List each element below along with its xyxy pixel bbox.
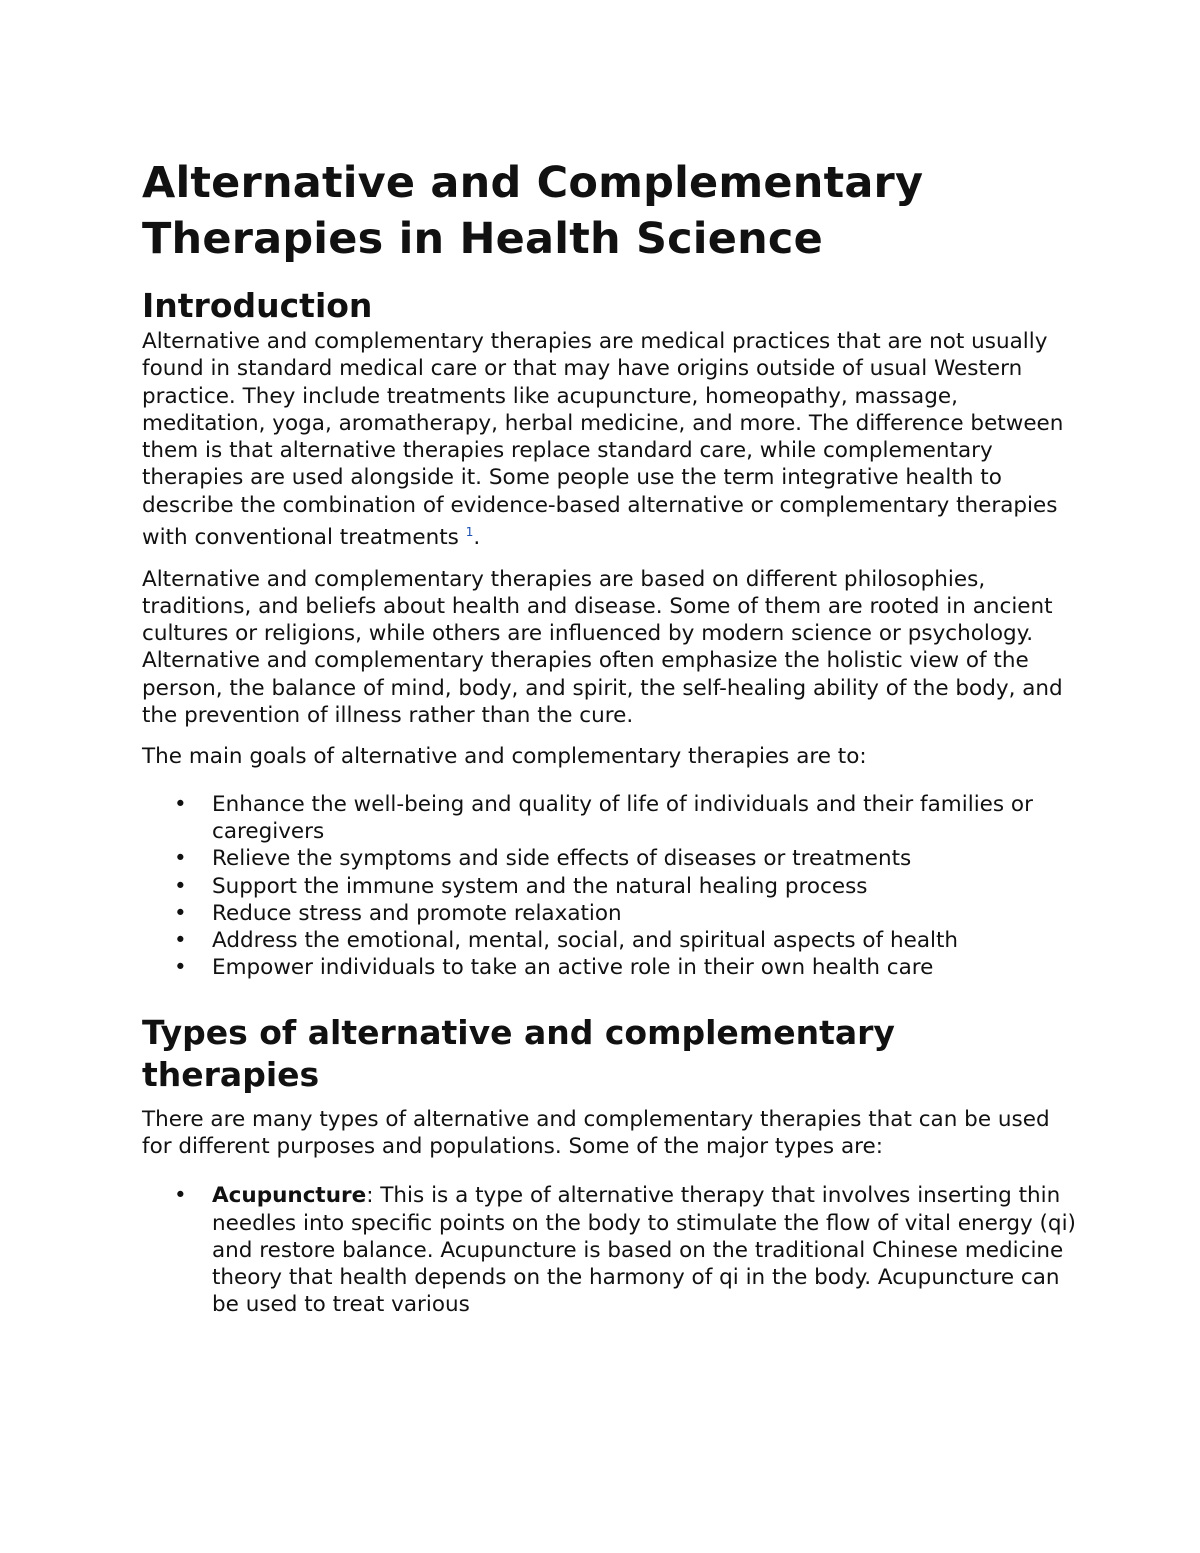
types-heading-line-1: Types of alternative and complementary [142,1012,895,1052]
bullet-icon: • [174,846,187,872]
intro-paragraph-2: Alternative and complementary therapies are based on different philosophies, traditions, and beliefs about health and disease. Some of them are rooted in ancient cultures or religions, while others are influenced by modern science or psychology. Alternative and complementary therapies often emphasize the holistic view of the person, the balance of mind, body, and spirit, the self-healing ability of the body, and the prevention of illness rather than the cure. [142,566,1063,729]
list-item [142,845,1077,872]
list-item [142,900,1077,927]
list-item-text: Support the immune system and the natural healing process [212,873,868,899]
bullet-icon: • [174,955,187,981]
title-line-2: Therapies in Health Science [142,214,823,264]
list-item-text: Relieve the symptoms and side effects of diseases or treatments [212,846,912,872]
intro-paragraph-1-end: . [473,525,481,551]
bullet-icon: • [174,873,187,899]
document-title [142,155,1077,267]
bullet-icon: • [174,928,187,954]
bullet-icon: • [174,791,187,817]
goals-lead: The main goals of alternative and complementary therapies are to: [142,744,867,770]
reference-link[interactable]: 1 [465,525,474,540]
types-heading [142,1012,1077,1096]
introduction-heading: Introduction [142,286,373,325]
therapy-term: Acupuncture [212,1183,367,1209]
document-page [142,155,1077,1319]
list-item [142,873,1077,900]
list-item [142,954,1077,981]
goals-list [142,791,1077,982]
list-item-text: Enhance the well-being and quality of life of individuals and their families or caregivers [212,791,1033,844]
intro-paragraph-1-text: Alternative and complementary therapies are medical practices that are not usually found in standard medical care or that may have origins outside of usual Western practice. They include treatments like acupuncture, homeopathy, massage, meditation, yoga, aromatherapy, herbal medicine, and more. The difference between them is that alternative therapies replace standard care, while complementary therapies are used alongside it. Some people use the term integrative health to describe the combination of evidence-based alternative or complementary therapies with conventional treatments [142,329,1064,551]
therapy-description: : This is a type of alternative therapy that involves inserting thin needles into specific points on the body to stimulate the flow of vital energy (qi) and restore balance. Acupuncture is based on the traditional Chinese medicine theory that health depends on the harmony of qi in the body. Acupuncture can be used to treat various [212,1183,1076,1318]
list-item [142,927,1077,954]
types-lead: There are many types of alternative and complementary therapies that can be used for different purposes and populations. Some of the major types are: [142,1106,1050,1159]
list-item-text: Reduce stress and promote relaxation [212,900,622,926]
intro-paragraph-1 [142,328,1077,552]
list-item [142,1182,1077,1318]
title-line-1: Alternative and Complementary [142,158,924,208]
types-heading-line-2: therapies [142,1054,320,1094]
bullet-icon: • [174,900,187,926]
list-item-text: Address the emotional, mental, social, and spiritual aspects of health [212,928,959,954]
list-item-text: Empower individuals to take an active role in their own health care [212,955,934,981]
bullet-icon: • [174,1183,187,1209]
types-list [142,1182,1077,1318]
list-item [142,791,1077,846]
